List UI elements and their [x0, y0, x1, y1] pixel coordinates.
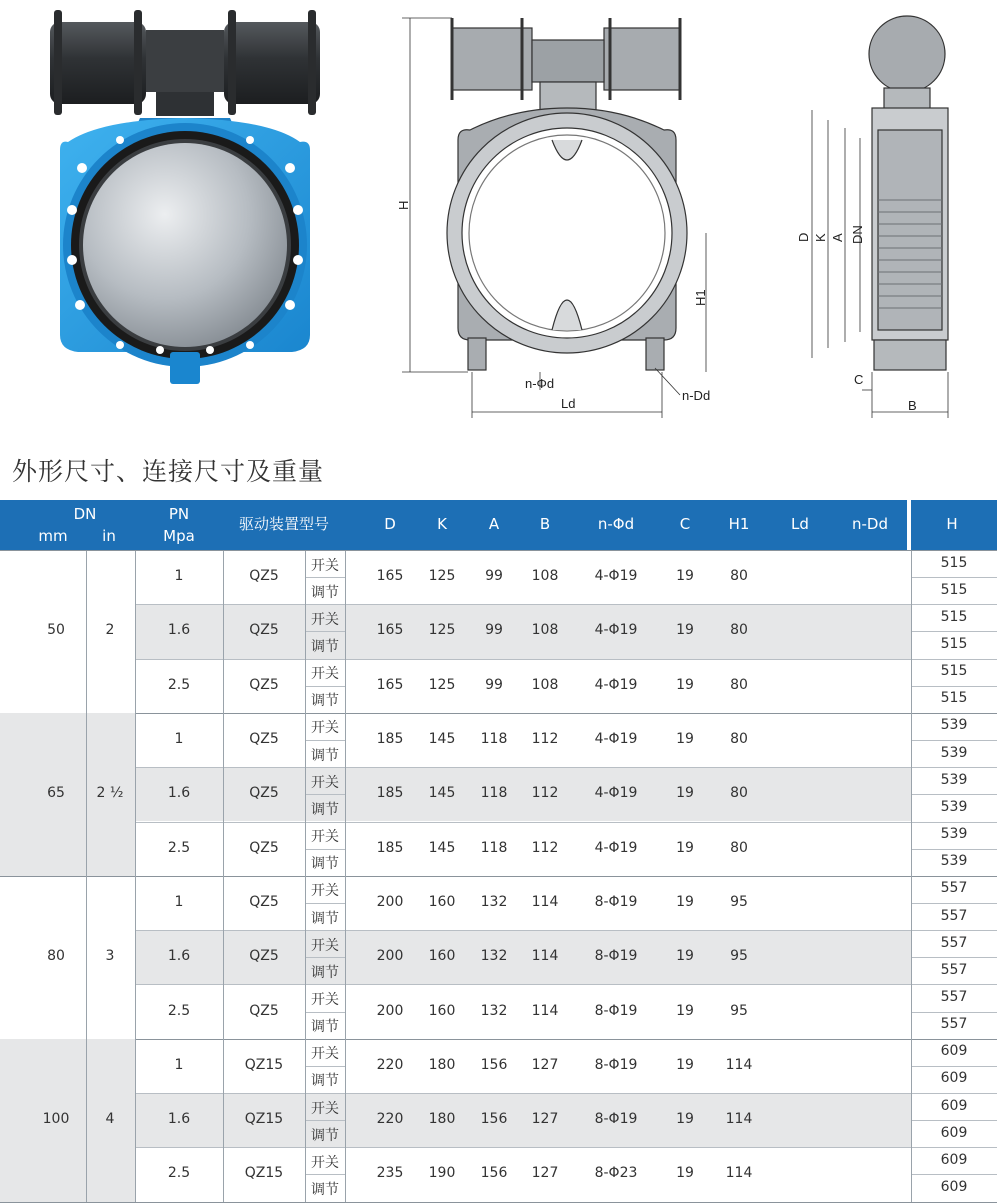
sub-row-divider — [305, 740, 345, 741]
cell-K: 125 — [428, 622, 456, 639]
column-divider — [305, 550, 306, 1202]
cell-mode-label: 调节 — [311, 801, 339, 818]
sub-row-divider — [911, 1174, 997, 1175]
row-divider — [135, 767, 997, 768]
cell-mode-label: 开关 — [311, 611, 339, 628]
cell-C: 19 — [676, 676, 694, 693]
sub-row-divider — [305, 1120, 345, 1121]
group-divider — [0, 876, 997, 877]
cell-A: 156 — [480, 1111, 508, 1128]
cell-mode-label: 开关 — [311, 774, 339, 791]
cell-actuator-model: QZ5 — [249, 893, 279, 910]
header-pn: PN — [168, 505, 190, 523]
cell-H: 539 — [940, 853, 968, 870]
sub-row-divider — [305, 957, 345, 958]
cell-dn-in: 3 — [105, 948, 115, 965]
cell-C: 19 — [676, 731, 694, 748]
product-figures — [0, 0, 997, 440]
cell-A: 132 — [480, 1002, 508, 1019]
cell-D: 165 — [376, 568, 404, 585]
cell-A: 118 — [480, 731, 508, 748]
cell-A: 118 — [480, 839, 508, 856]
column-divider — [911, 550, 912, 1202]
cell-mode-label: 开关 — [311, 991, 339, 1008]
group-divider — [0, 1039, 997, 1040]
row-divider — [135, 604, 997, 605]
cell-pn: 2.5 — [167, 676, 191, 693]
cell-mode-label: 调节 — [311, 964, 339, 981]
cell-A: 132 — [480, 893, 508, 910]
cell-H: 539 — [940, 717, 968, 734]
cell-C: 19 — [676, 568, 694, 585]
cell-D: 220 — [376, 1111, 404, 1128]
cell-C: 19 — [676, 948, 694, 965]
header-actuator: 驱动装置型号 — [238, 515, 329, 533]
row-divider — [135, 1093, 997, 1094]
cell-pn: 2.5 — [167, 1165, 191, 1182]
column-divider — [345, 550, 346, 1202]
dim-label-A: A — [830, 233, 845, 242]
sub-row-divider — [305, 631, 345, 632]
cell-A: 156 — [480, 1056, 508, 1073]
group-divider — [0, 1202, 997, 1203]
header-Ld: Ld — [791, 515, 809, 533]
row-divider — [135, 984, 997, 985]
cell-H: 515 — [940, 581, 968, 598]
dim-label-H1: H1 — [693, 289, 708, 306]
cell-H1: 114 — [725, 1165, 753, 1182]
column-divider — [223, 550, 224, 1202]
sub-row-divider — [911, 903, 997, 904]
cell-mode-label: 调节 — [311, 693, 339, 710]
cell-B: 114 — [531, 948, 559, 965]
cell-H: 557 — [940, 934, 968, 951]
dim-label-H: H — [396, 200, 411, 210]
cell-K: 180 — [428, 1111, 456, 1128]
cell-pn: 1.6 — [167, 1111, 191, 1128]
cell-mode-label: 开关 — [311, 883, 339, 900]
sub-row-divider — [305, 794, 345, 795]
valve-photo-illustration — [50, 10, 320, 384]
dim-label-D: D — [796, 232, 811, 242]
dim-label-K: K — [813, 233, 828, 242]
cell-B: 114 — [531, 1002, 559, 1019]
cell-H: 515 — [940, 690, 968, 707]
sub-row-divider — [305, 903, 345, 904]
cell-actuator-model: QZ5 — [249, 839, 279, 856]
header-B: B — [539, 515, 551, 533]
cell-n-phi-d: 4-Φ19 — [594, 568, 638, 585]
cell-n-phi-d: 4-Φ19 — [594, 731, 638, 748]
group-divider — [0, 713, 997, 714]
row-divider — [135, 822, 997, 823]
cell-C: 19 — [676, 785, 694, 802]
cell-dn-in: 4 — [105, 1111, 115, 1128]
cell-H1: 114 — [725, 1056, 753, 1073]
cell-K: 180 — [428, 1056, 456, 1073]
cell-A: 132 — [480, 948, 508, 965]
row-divider — [135, 659, 997, 660]
cell-mode-label: 调节 — [311, 747, 339, 764]
header-divider — [0, 550, 997, 551]
cell-C: 19 — [676, 1165, 694, 1182]
cell-n-phi-d: 4-Φ19 — [594, 785, 638, 802]
cell-n-phi-d: 8-Φ19 — [594, 893, 638, 910]
cell-actuator-model: QZ15 — [244, 1056, 284, 1073]
cell-A: 118 — [480, 785, 508, 802]
cell-K: 145 — [428, 839, 456, 856]
header-in: in — [102, 527, 116, 545]
cell-H: 557 — [940, 907, 968, 924]
cell-C: 19 — [676, 893, 694, 910]
cell-H1: 80 — [730, 622, 748, 639]
cell-H: 557 — [940, 961, 968, 978]
header-n-Dd: n-Dd — [852, 515, 888, 533]
row-divider — [135, 1147, 997, 1148]
header-K: K — [437, 515, 447, 533]
header-n-phi-d: n-Φd — [597, 515, 635, 533]
cell-H: 557 — [940, 988, 968, 1005]
cell-K: 125 — [428, 676, 456, 693]
sub-row-divider — [911, 849, 997, 850]
cell-H1: 80 — [730, 785, 748, 802]
sub-row-divider — [305, 1174, 345, 1175]
cell-K: 160 — [428, 893, 456, 910]
cell-H: 609 — [940, 1151, 968, 1168]
cell-mode-label: 开关 — [311, 557, 339, 574]
cell-A: 99 — [485, 568, 503, 585]
cell-A: 99 — [485, 622, 503, 639]
cell-H: 609 — [940, 1043, 968, 1060]
cell-H1: 95 — [730, 893, 748, 910]
cell-H1: 95 — [730, 948, 748, 965]
cell-mode-label: 调节 — [311, 1073, 339, 1090]
cell-H: 515 — [940, 608, 968, 625]
cell-B: 127 — [531, 1111, 559, 1128]
cell-H: 539 — [940, 771, 968, 788]
cell-D: 235 — [376, 1165, 404, 1182]
header-mm: mm — [38, 527, 68, 545]
spec-table — [0, 500, 997, 1200]
cell-actuator-model: QZ5 — [249, 1002, 279, 1019]
cell-dn-mm: 65 — [47, 785, 65, 802]
cell-H: 557 — [940, 880, 968, 897]
cell-H: 609 — [940, 1124, 968, 1141]
cell-actuator-model: QZ5 — [249, 622, 279, 639]
cell-B: 112 — [531, 839, 559, 856]
cell-B: 127 — [531, 1165, 559, 1182]
sub-row-divider — [911, 794, 997, 795]
cell-H1: 114 — [725, 1111, 753, 1128]
cell-actuator-model: QZ15 — [244, 1165, 284, 1182]
cell-dn-mm: 50 — [47, 622, 65, 639]
cell-H: 539 — [940, 826, 968, 843]
cell-K: 145 — [428, 731, 456, 748]
cell-n-phi-d: 8-Φ19 — [594, 1002, 638, 1019]
cell-C: 19 — [676, 839, 694, 856]
header-C: C — [679, 515, 691, 533]
cell-D: 220 — [376, 1056, 404, 1073]
sub-row-divider — [305, 577, 345, 578]
cell-mode-label: 开关 — [311, 937, 339, 954]
sub-row-divider — [911, 1120, 997, 1121]
cell-actuator-model: QZ5 — [249, 676, 279, 693]
cell-dn-mm: 100 — [42, 1111, 70, 1128]
cell-H: 515 — [940, 663, 968, 680]
header-H: H — [946, 515, 958, 533]
sub-row-divider — [305, 1066, 345, 1067]
cell-dn-in: 2 — [105, 622, 115, 639]
cell-H1: 80 — [730, 568, 748, 585]
cell-mode-label: 调节 — [311, 584, 339, 601]
column-divider — [86, 550, 87, 1202]
cell-n-phi-d: 8-Φ23 — [594, 1165, 638, 1182]
dim-label-n-phi-d: n-Φd — [525, 376, 555, 391]
sub-row-divider — [911, 631, 997, 632]
cell-K: 190 — [428, 1165, 456, 1182]
cell-K: 125 — [428, 568, 456, 585]
cell-n-phi-d: 8-Φ19 — [594, 1111, 638, 1128]
cell-D: 200 — [376, 948, 404, 965]
valve-front-view-drawing — [402, 18, 706, 418]
cell-mode-label: 调节 — [311, 1019, 339, 1036]
cell-B: 108 — [531, 568, 559, 585]
cell-n-phi-d: 4-Φ19 — [594, 622, 638, 639]
cell-H: 609 — [940, 1097, 968, 1114]
cell-B: 112 — [531, 731, 559, 748]
dim-label-B: B — [908, 398, 917, 413]
sub-row-divider — [911, 957, 997, 958]
cell-mode-label: 调节 — [311, 1127, 339, 1144]
cell-mode-label: 调节 — [311, 1182, 339, 1199]
cell-K: 145 — [428, 785, 456, 802]
cell-C: 19 — [676, 1056, 694, 1073]
cell-pn: 1 — [174, 731, 184, 748]
cell-A: 156 — [480, 1165, 508, 1182]
cell-B: 112 — [531, 785, 559, 802]
sub-row-divider — [305, 1012, 345, 1013]
cell-pn: 2.5 — [167, 839, 191, 856]
sub-row-divider — [911, 740, 997, 741]
cell-C: 19 — [676, 1002, 694, 1019]
cell-B: 108 — [531, 622, 559, 639]
cell-pn: 1 — [174, 568, 184, 585]
cell-mode-label: 开关 — [311, 1100, 339, 1117]
cell-actuator-model: QZ5 — [249, 731, 279, 748]
cell-pn: 1.6 — [167, 948, 191, 965]
cell-pn: 1.6 — [167, 785, 191, 802]
cell-mode-label: 开关 — [311, 666, 339, 683]
row-divider — [135, 930, 997, 931]
cell-B: 127 — [531, 1056, 559, 1073]
cell-mode-label: 调节 — [311, 639, 339, 656]
cell-mode-label: 开关 — [311, 720, 339, 737]
header-H1: H1 — [728, 515, 750, 533]
cell-H: 609 — [940, 1179, 968, 1196]
cell-D: 200 — [376, 893, 404, 910]
header-A: A — [488, 515, 500, 533]
header-mpa: Mpa — [163, 527, 195, 545]
cell-dn-mm: 80 — [47, 948, 65, 965]
cell-K: 160 — [428, 948, 456, 965]
cell-B: 114 — [531, 893, 559, 910]
sub-row-divider — [911, 1066, 997, 1067]
cell-C: 19 — [676, 1111, 694, 1128]
sub-row-divider — [305, 686, 345, 687]
cell-D: 185 — [376, 785, 404, 802]
section-title: 外形尺寸、连接尺寸及重量 — [12, 457, 325, 486]
cell-n-phi-d: 8-Φ19 — [594, 948, 638, 965]
cell-H1: 95 — [730, 1002, 748, 1019]
cell-n-phi-d: 4-Φ19 — [594, 839, 638, 856]
valve-side-view-drawing — [812, 16, 948, 418]
cell-mode-label: 开关 — [311, 1154, 339, 1171]
cell-pn: 1.6 — [167, 622, 191, 639]
cell-B: 108 — [531, 676, 559, 693]
cell-D: 165 — [376, 622, 404, 639]
cell-mode-label: 调节 — [311, 910, 339, 927]
cell-H: 515 — [940, 636, 968, 653]
cell-H: 539 — [940, 744, 968, 761]
cell-actuator-model: QZ15 — [244, 1111, 284, 1128]
sub-row-divider — [911, 577, 997, 578]
cell-actuator-model: QZ5 — [249, 568, 279, 585]
cell-mode-label: 开关 — [311, 1046, 339, 1063]
cell-D: 200 — [376, 1002, 404, 1019]
cell-H: 515 — [940, 554, 968, 571]
cell-H1: 80 — [730, 839, 748, 856]
dim-label-n-Dd: n-Dd — [682, 388, 711, 403]
cell-dn-in: 2 ½ — [96, 785, 124, 802]
dim-label-Ld: Ld — [561, 396, 576, 411]
cell-pn: 1 — [174, 893, 184, 910]
cell-H: 609 — [940, 1070, 968, 1087]
header-dn: DN — [73, 505, 97, 523]
column-divider — [135, 550, 136, 1202]
header-D: D — [384, 515, 396, 533]
cell-D: 185 — [376, 731, 404, 748]
cell-K: 160 — [428, 1002, 456, 1019]
cell-pn: 1 — [174, 1056, 184, 1073]
cell-D: 165 — [376, 676, 404, 693]
cell-C: 19 — [676, 622, 694, 639]
cell-mode-label: 开关 — [311, 829, 339, 846]
cell-D: 185 — [376, 839, 404, 856]
cell-A: 99 — [485, 676, 503, 693]
sub-row-divider — [911, 686, 997, 687]
cell-H1: 80 — [730, 731, 748, 748]
cell-n-phi-d: 4-Φ19 — [594, 676, 638, 693]
sub-row-divider — [911, 1012, 997, 1013]
cell-H: 539 — [940, 798, 968, 815]
cell-actuator-model: QZ5 — [249, 785, 279, 802]
cell-actuator-model: QZ5 — [249, 948, 279, 965]
sub-row-divider — [305, 849, 345, 850]
dim-label-DN: DN — [850, 225, 865, 244]
cell-H1: 80 — [730, 676, 748, 693]
cell-mode-label: 调节 — [311, 856, 339, 873]
cell-n-phi-d: 8-Φ19 — [594, 1056, 638, 1073]
dim-label-C: C — [854, 372, 864, 387]
cell-H: 557 — [940, 1016, 968, 1033]
cell-pn: 2.5 — [167, 1002, 191, 1019]
